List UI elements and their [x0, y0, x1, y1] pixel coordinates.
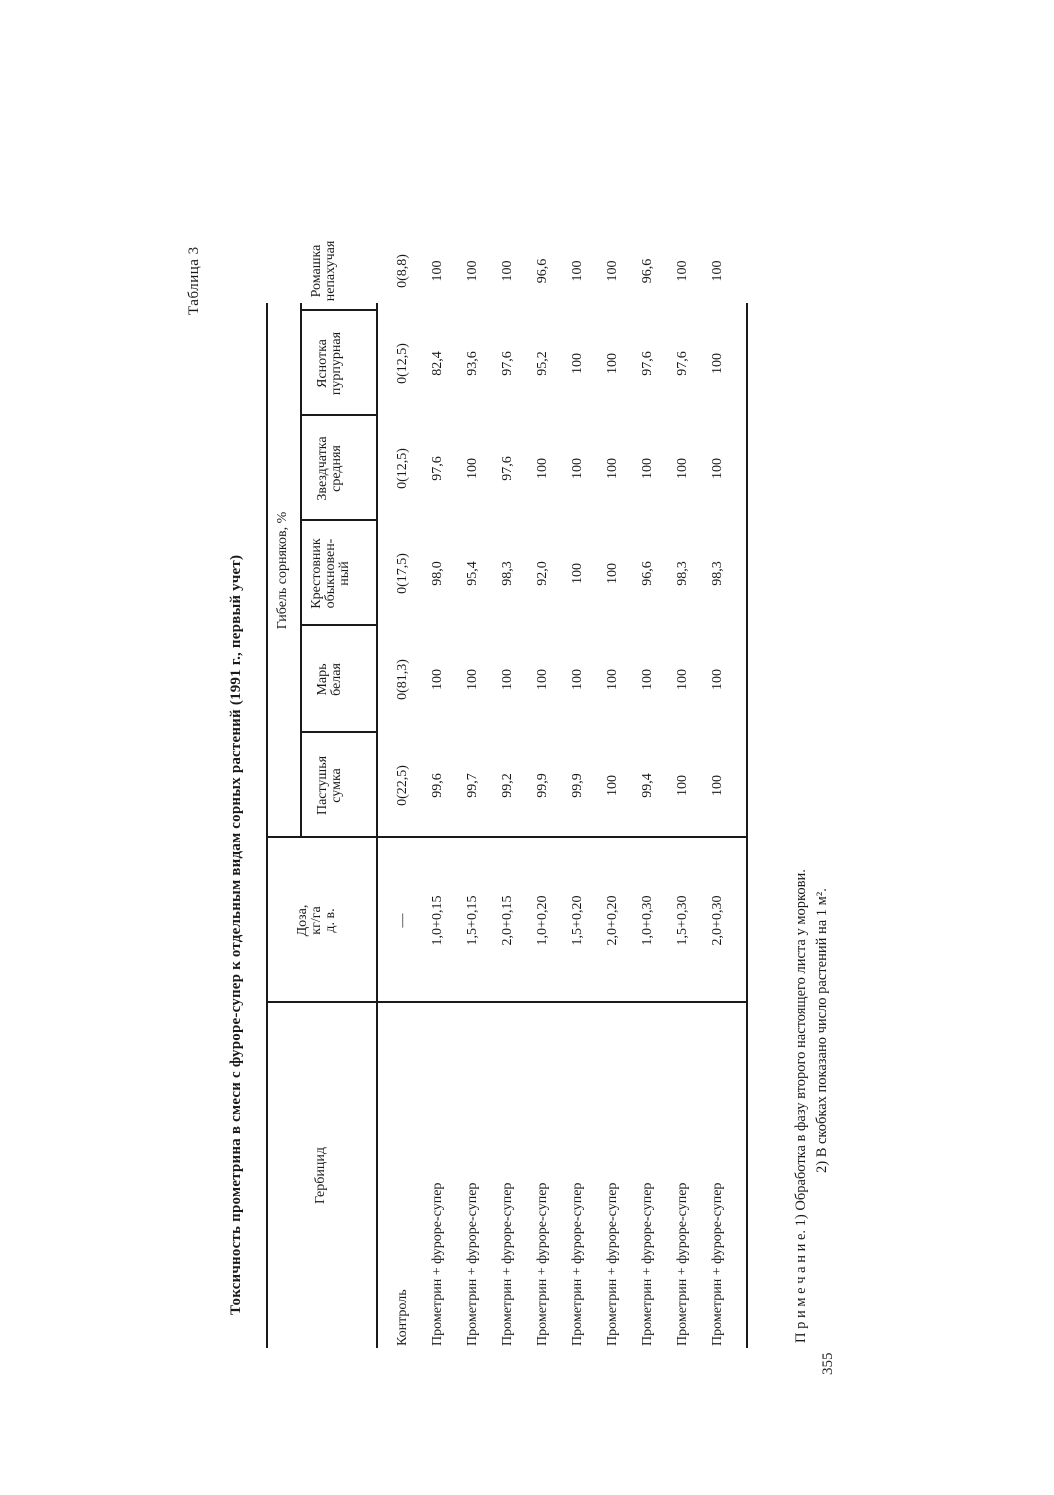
cell-value: 100: [570, 458, 585, 479]
cell-value: 100: [570, 563, 585, 584]
cell-value: 99,9: [535, 773, 550, 798]
cell-value: 100: [605, 458, 620, 479]
header-species-2: Марь белая: [315, 663, 344, 696]
cell-value: 95,2: [535, 351, 550, 376]
cell-value: 100: [465, 458, 480, 479]
header-species-5: Яснотка пурпурная: [315, 331, 344, 396]
cell-value: 96,6: [640, 561, 655, 586]
cell-value: 100: [605, 353, 620, 374]
cell-value: 100: [605, 260, 620, 282]
cell-value: 100: [570, 669, 585, 690]
table-bottom-rule: [746, 303, 748, 1348]
note-text-1: 1) Обработка в фазу второго настоящего листа у моркови.: [793, 869, 809, 1227]
cell-value: 100: [675, 260, 690, 282]
cell-value: 97,6: [500, 351, 515, 376]
header-species-6: Ромашка непахучая: [309, 240, 338, 302]
cell-value: 93,6: [465, 351, 480, 376]
cell-value: 97,6: [640, 351, 655, 376]
cell-herbicide: Прометрин + фуроре-супер: [535, 1182, 550, 1346]
cell-dose: 1,5+0,15: [465, 895, 480, 946]
note-line-2: 2) В скобках показано число растений на 1 м².: [814, 888, 830, 1173]
cell-herbicide: Прометрин + фуроре-супер: [675, 1182, 690, 1346]
cell-dose: —: [395, 913, 410, 928]
cell-value: 0(22,5): [395, 765, 410, 806]
header-species-3: Крестовник обыкновен- ный: [309, 538, 352, 609]
header-bottom-rule: [376, 303, 378, 1348]
cell-dose: 1,5+0,20: [570, 895, 585, 946]
cell-value: 0(12,5): [395, 343, 410, 384]
cell-value: 100: [465, 669, 480, 690]
table-label: Таблица 3: [186, 246, 202, 315]
cell-value: 100: [675, 775, 690, 796]
cell-herbicide: Прометрин + фуроре-супер: [465, 1182, 480, 1346]
group-header-rule: [300, 303, 302, 838]
cell-value: 100: [710, 775, 725, 796]
cell-value: 99,4: [640, 773, 655, 798]
note-line-1: [793, 869, 810, 1343]
cell-dose: 1,0+0,20: [535, 895, 550, 946]
data-table: [266, 240, 766, 1348]
table-top-rule: [266, 303, 268, 1348]
cell-value: 100: [430, 260, 445, 282]
cell-herbicide: Прометрин + фуроре-супер: [640, 1182, 655, 1346]
cell-herbicide: Контроль: [395, 1289, 410, 1346]
cell-value: 100: [535, 458, 550, 479]
cell-value: 0(17,5): [395, 553, 410, 594]
cell-value: 100: [605, 669, 620, 690]
header-herbicide: Гербицид: [313, 1147, 328, 1204]
cell-value: 100: [570, 353, 585, 374]
note-label: П р и м е ч а н и е.: [793, 1229, 809, 1343]
cell-value: 0(12,5): [395, 448, 410, 489]
cell-value: 92,0: [535, 561, 550, 586]
cell-dose: 2,0+0,20: [605, 895, 620, 946]
header-species-1: Пастушья сумка: [315, 755, 344, 816]
cell-value: 100: [710, 669, 725, 690]
cell-value: 96,6: [640, 258, 655, 284]
header-group: Гибель сорняков, %: [275, 511, 290, 630]
cell-herbicide: Прометрин + фуроре-супер: [430, 1182, 445, 1346]
cell-value: 99,6: [430, 773, 445, 798]
cell-value: 97,6: [500, 456, 515, 481]
cell-herbicide: Прометрин + фуроре-супер: [570, 1182, 585, 1346]
cell-value: 100: [710, 353, 725, 374]
cell-value: 98,3: [500, 561, 515, 586]
cell-value: 100: [500, 260, 515, 282]
cell-value: 0(8,8): [395, 254, 410, 288]
cell-value: 100: [465, 260, 480, 282]
table-title: Токсичность прометрина в смеси с фуроре-супер к отдельным видам сорных растений (1991 г., первый учет): [228, 554, 244, 1315]
cell-value: 95,4: [465, 561, 480, 586]
cell-value: 98,3: [710, 561, 725, 586]
cell-herbicide: Прометрин + фуроре-супер: [710, 1182, 725, 1346]
cell-value: 82,4: [430, 351, 445, 376]
cell-value: 99,9: [570, 773, 585, 798]
cell-value: 100: [640, 669, 655, 690]
cell-value: 99,2: [500, 773, 515, 798]
cell-dose: 2,0+0,15: [500, 895, 515, 946]
cell-dose: 1,0+0,15: [430, 895, 445, 946]
cell-value: 100: [570, 260, 585, 282]
cell-herbicide: Прометрин + фуроре-супер: [500, 1182, 515, 1346]
cell-dose: 1,5+0,30: [675, 895, 690, 946]
cell-dose: 1,0+0,30: [640, 895, 655, 946]
cell-value: 100: [640, 458, 655, 479]
cell-value: 100: [675, 669, 690, 690]
cell-value: 98,3: [675, 561, 690, 586]
cell-value: 100: [605, 775, 620, 796]
cell-value: 97,6: [430, 456, 445, 481]
cell-value: 97,6: [675, 351, 690, 376]
cell-herbicide: Прометрин + фуроре-супер: [605, 1182, 620, 1346]
cell-value: 100: [500, 669, 515, 690]
cell-value: 98,0: [430, 561, 445, 586]
cell-value: 100: [675, 458, 690, 479]
cell-value: 100: [710, 458, 725, 479]
header-dose: Доза, кг/га д. в.: [295, 904, 338, 937]
cell-value: 100: [710, 260, 725, 282]
cell-value: 96,6: [535, 258, 550, 284]
cell-value: 100: [535, 669, 550, 690]
cell-value: 100: [430, 669, 445, 690]
page-number: 355: [820, 1352, 836, 1375]
cell-value: 0(81,3): [395, 659, 410, 700]
header-species-4: Звездчатка средняя: [315, 436, 344, 501]
cell-value: 100: [605, 563, 620, 584]
cell-value: 99,7: [465, 773, 480, 798]
cell-dose: 2,0+0,30: [710, 895, 725, 946]
